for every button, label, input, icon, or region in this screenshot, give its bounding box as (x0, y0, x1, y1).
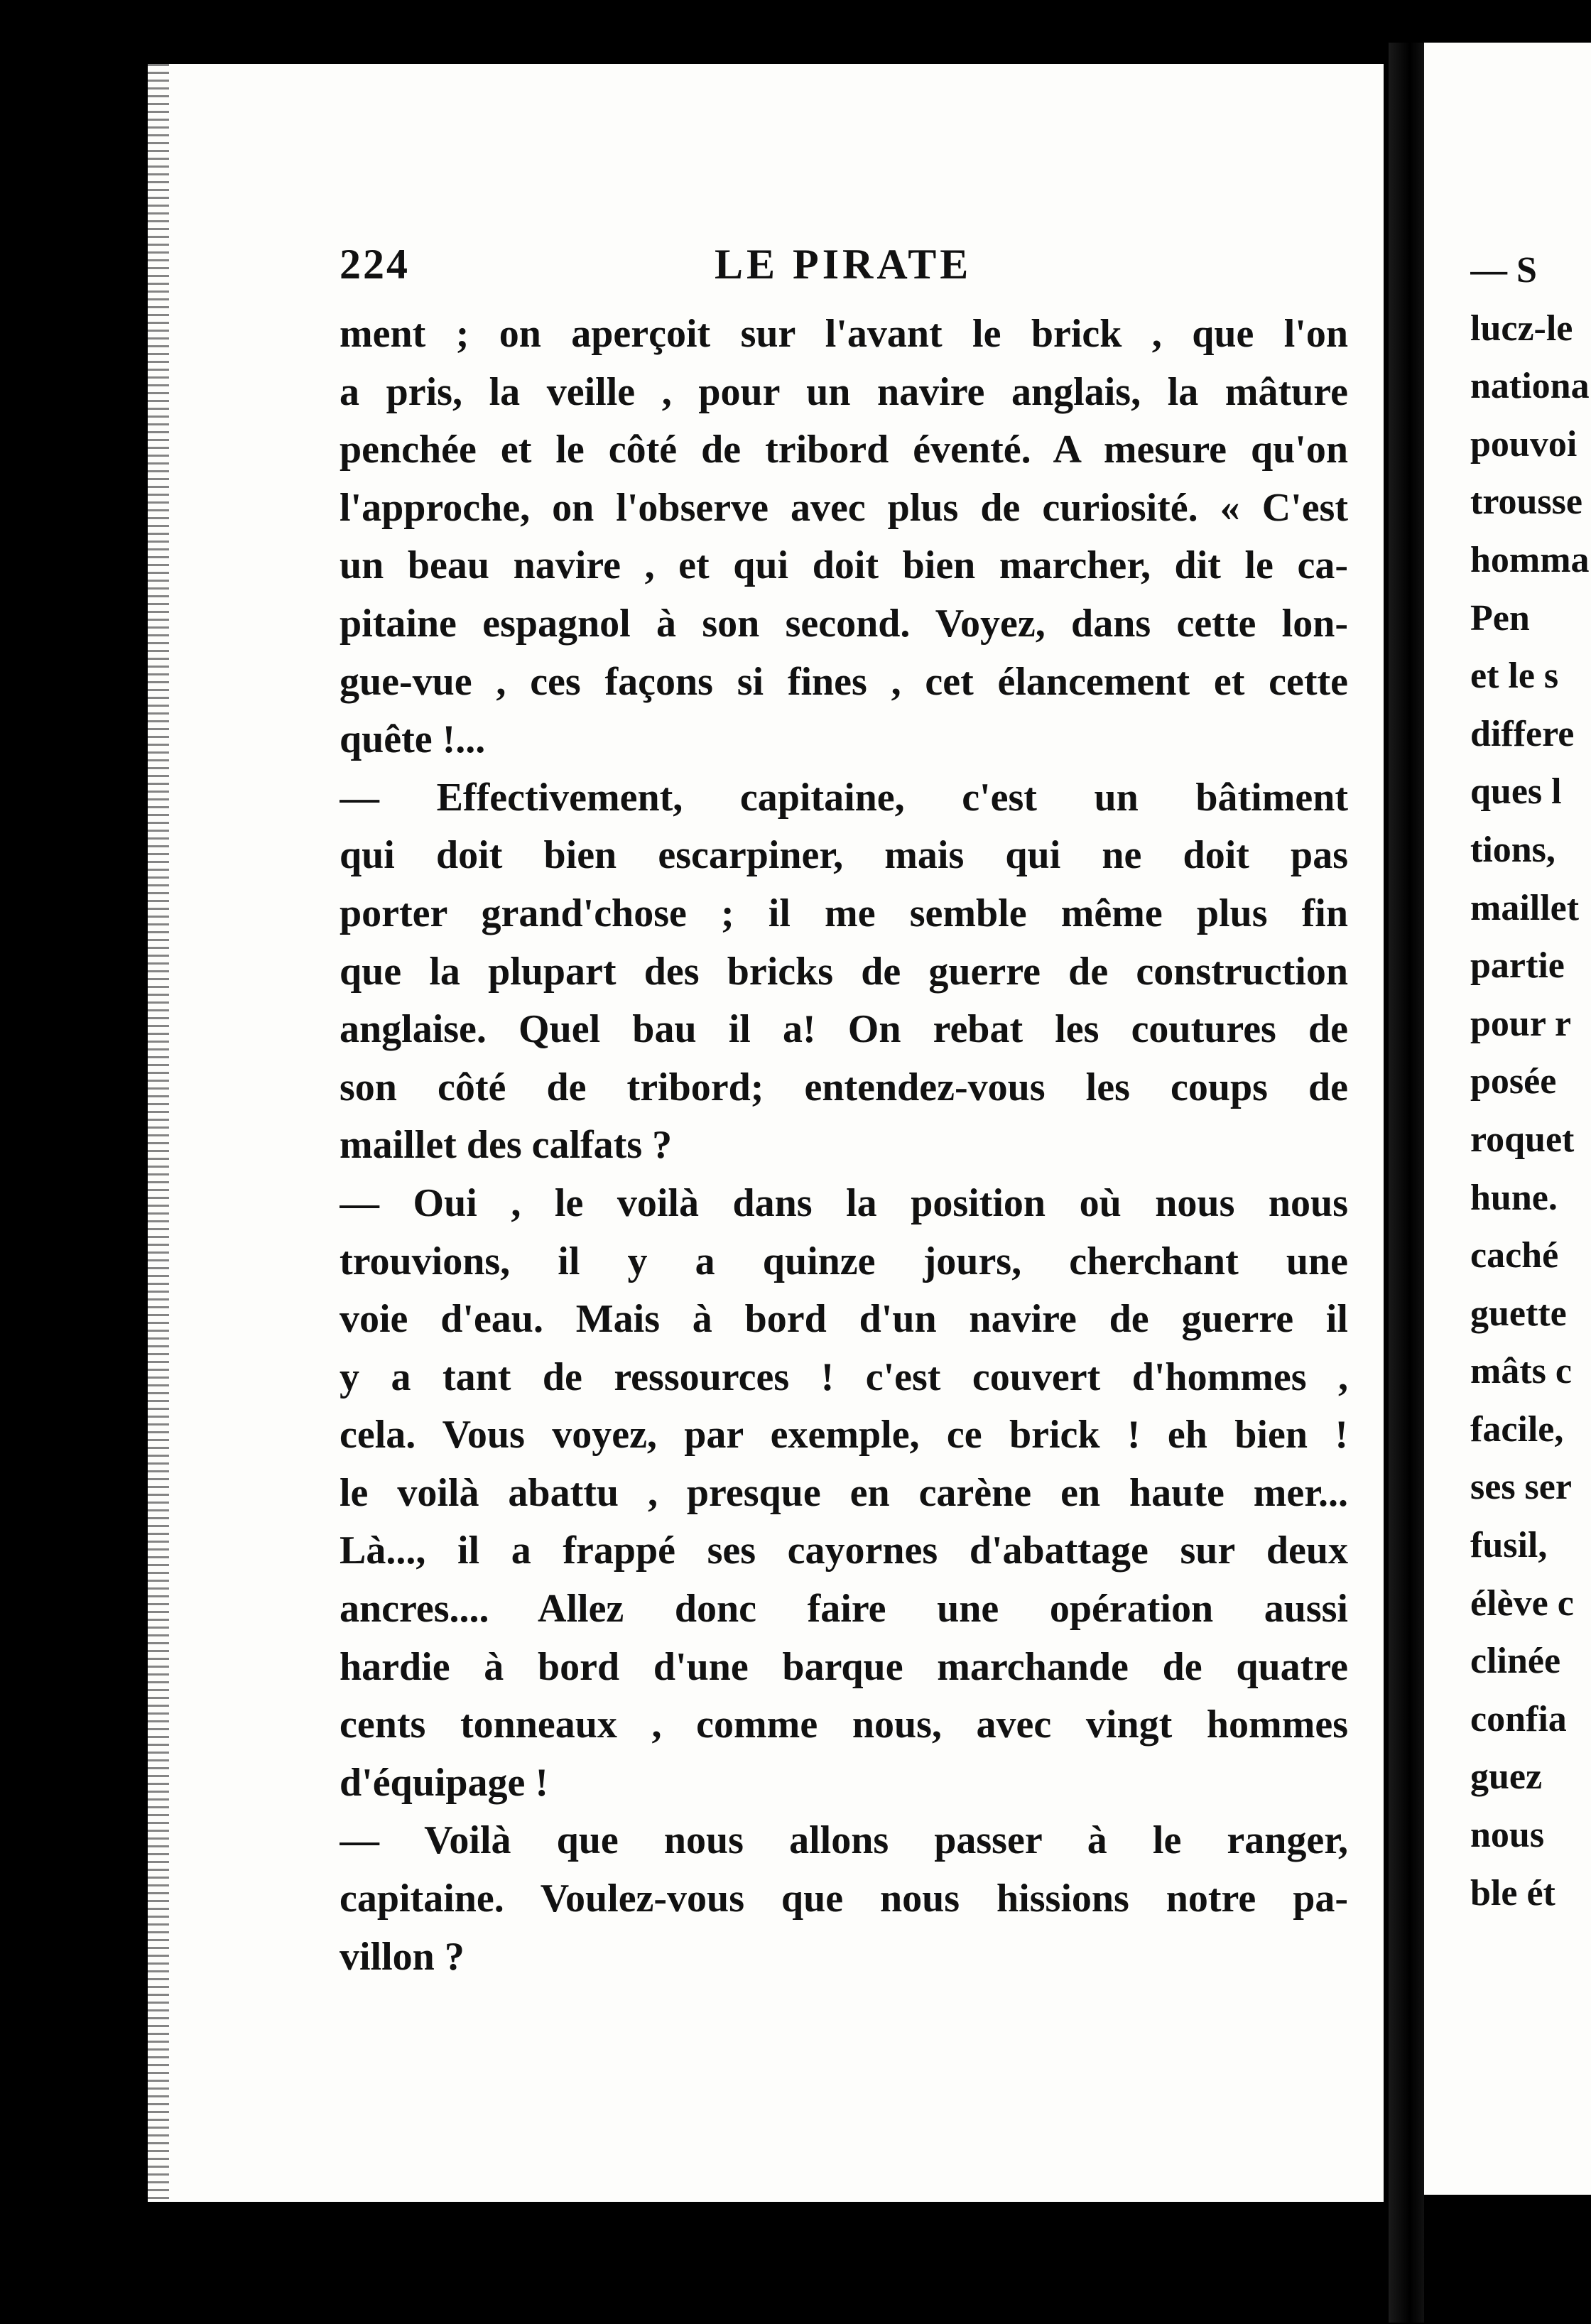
text-line: penchée et le côté de tribord éventé. A mesure qu'on (340, 428, 1348, 472)
text-line: a pris, la veille , pour un navire anglais, la mâture (340, 369, 1348, 414)
right-text-line: differe (1470, 713, 1575, 754)
text-line: que la plupart des bricks de guerre de construction (340, 949, 1348, 994)
right-text-line: facile, (1470, 1408, 1564, 1450)
right-text-line: roquet (1470, 1119, 1575, 1160)
right-text-line: mâts c (1470, 1351, 1572, 1392)
text-line: pitaine espagnol à son second. Voyez, dans cette lon- (340, 601, 1348, 646)
page-edge-marks (148, 64, 169, 2202)
text-line: cents tonneaux , comme nous, avec vingt hommes (340, 1703, 1348, 1747)
right-text-line: hune. (1470, 1177, 1558, 1218)
right-text-line: — S (1470, 250, 1537, 290)
right-text-line: pour r (1470, 1003, 1572, 1044)
right-text-line: nationa (1470, 366, 1590, 407)
right-text-line: guette (1470, 1293, 1567, 1334)
right-text-line: partie (1470, 945, 1565, 987)
text-line: le voilà abattu , presque en carène en haute mer... (340, 1470, 1348, 1515)
right-text-line: maillet (1470, 887, 1580, 928)
text-line: porter grand'chose ; il me semble même plus fin (340, 891, 1348, 935)
text-line: cela. Vous voyez, par exemple, ce brick ! eh bien ! (340, 1413, 1348, 1457)
right-text-line: Pen (1470, 597, 1530, 639)
right-text-line: homma (1470, 539, 1590, 580)
right-text-line: trousse (1470, 482, 1582, 523)
text-line: l'approche, on l'observe avec plus de curiosité. « C'est (340, 485, 1348, 530)
running-title: LE PIRATE (715, 241, 972, 288)
right-text-line: ses ser (1470, 1467, 1572, 1508)
text-line: qui doit bien escarpiner, mais qui ne doit pas (340, 833, 1348, 878)
right-text-line: confia (1470, 1698, 1567, 1739)
right-text-line: caché (1470, 1235, 1559, 1276)
text-line: ancres.... Allez donc faire une opération aussi (340, 1587, 1348, 1631)
right-text-line: posée (1470, 1061, 1557, 1102)
text-line: y a tant de ressources ! c'est couvert d'hommes , (340, 1354, 1348, 1399)
text-line: son côté de tribord; entendez-vous les coups de (340, 1065, 1348, 1109)
right-text-line: ques l (1470, 771, 1562, 813)
text-line: un beau navire , et qui doit bien marcher, dit le ca- (340, 543, 1348, 588)
page-number: 224 (340, 241, 410, 288)
right-text-line: guez (1470, 1756, 1543, 1798)
right-text-line: ble ét (1470, 1872, 1555, 1913)
right-text-line: pouvoi (1470, 423, 1578, 465)
right-text-line: clinée (1470, 1641, 1561, 1682)
text-line: quête !... (340, 717, 486, 762)
right-text-line: et le s (1470, 656, 1559, 697)
text-line: maillet des calfats ? (340, 1123, 673, 1168)
text-line: Là..., il a frappé ses cayornes d'abattage sur deux (340, 1528, 1348, 1573)
page-header (340, 240, 1348, 297)
right-text-line: lucz-le (1470, 308, 1573, 349)
text-line: — Voilà que nous allons passer à le ranger, (340, 1818, 1348, 1863)
text-line: — Oui , le voilà dans la position où nous nous (340, 1180, 1348, 1225)
right-text-line: élève c (1470, 1582, 1574, 1624)
body-text (340, 305, 1348, 1986)
right-page-text (1470, 241, 1591, 1922)
text-line: — Effectivement, capitaine, c'est un bâtiment (340, 775, 1348, 820)
right-text-line: fusil, (1470, 1525, 1548, 1566)
text-line: d'équipage ! (340, 1760, 549, 1805)
text-line: hardie à bord d'une barque marchande de quatre (340, 1644, 1348, 1689)
book-spine-gutter (1389, 43, 1424, 2323)
text-line: capitaine. Voulez-vous que nous hissions notre pa- (340, 1877, 1348, 1921)
text-line: ment ; on aperçoit sur l'avant le brick , que l'on (340, 312, 1348, 356)
text-line: anglaise. Quel bau il a! On rebat les coutures de (340, 1007, 1348, 1052)
text-line: trouvions, il y a quinze jours, cherchant une (340, 1239, 1348, 1283)
text-line: gue-vue , ces façons si fines , cet élancement et cette (340, 659, 1348, 704)
text-line: villon ? (340, 1934, 465, 1979)
right-text-line: nous (1470, 1815, 1545, 1856)
right-text-line: tions, (1470, 829, 1555, 870)
text-line: voie d'eau. Mais à bord d'un navire de guerre il (340, 1297, 1348, 1342)
